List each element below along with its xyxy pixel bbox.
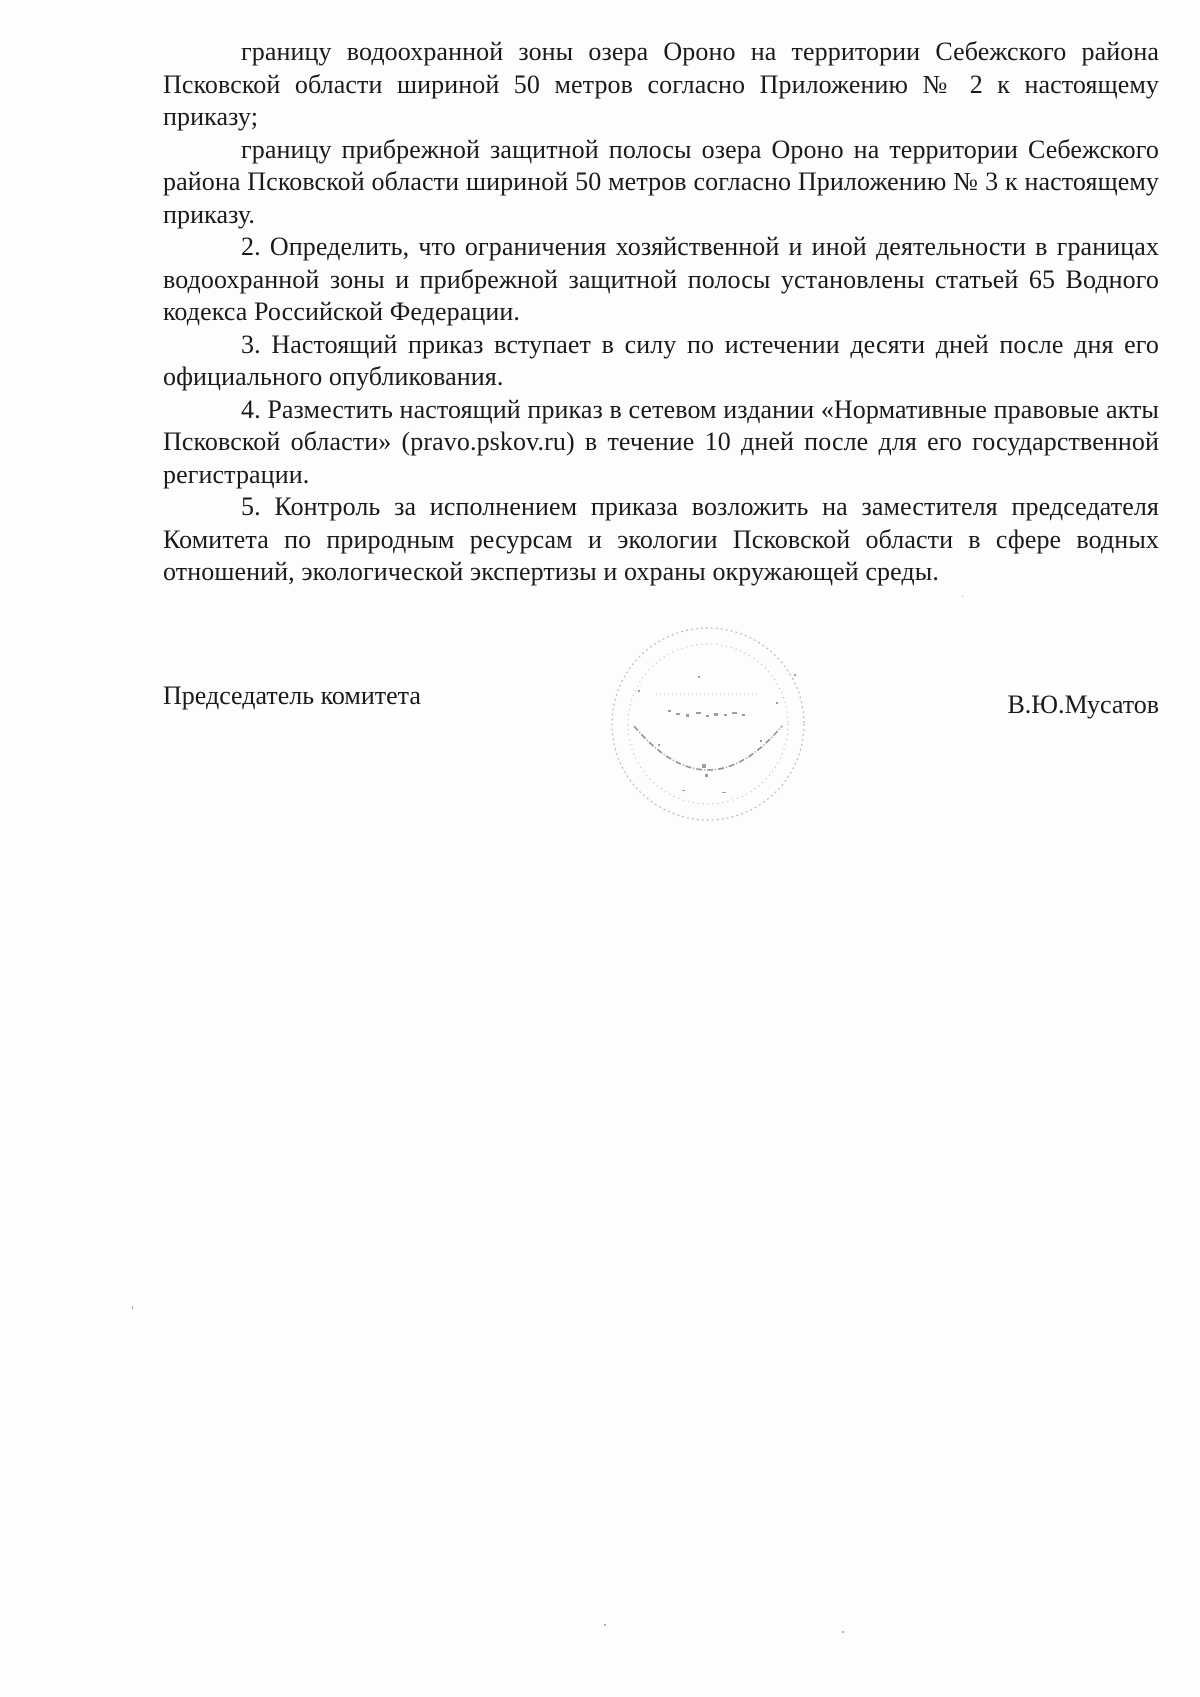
paragraph-item-4: 4. Разместить настоящий приказ в сетевом издании «Нормативные правовые акты Псковской области» (pravo.pskov.ru) в течение 10 дней после для его государственной регистрации. [163,394,1159,489]
scan-speck [132,1306,133,1309]
paragraph-water-protection-zone: границу водоохранной зоны озера Ороно на территории Себежского района Псковской области шириной 50 метров согласно Приложению № 2 к настоящему приказу; [163,37,1159,131]
document-body [163,36,1159,589]
scan-speck [842,1631,844,1633]
scan-speck [604,1624,606,1626]
faded-seal-stamp [598,614,818,834]
paragraph-item-5: 5. Контроль за исполнением приказа возложить на заместителя председателя Комитета по природным ресурсам и экологии Псковской области в сфере водных отношений, экологической экспертизы и охраны окружающей среды. [163,492,1159,586]
scan-speck [962,596,963,597]
paragraph-item-2: 2. Определить, что ограничения хозяйственной и иной деятельности в границах водоохранной зоны и прибрежной защитной полосы установлены статьей 65 Водного кодекса Российской Федерации. [163,232,1159,326]
paragraph-coastal-protection-strip: границу прибрежной защитной полосы озера Ороно на территории Себежского района Псковской области шириной 50 метров согласно Приложению № 3 к настоящему приказу. [163,134,1159,229]
signatory-name: В.Ю.Мусатов [1007,690,1159,719]
signatory-title: Председатель комитета [163,681,421,710]
paragraph-item-3: 3. Настоящий приказ вступает в силу по истечении десяти дней после дня его официального опубликования. [163,329,1159,391]
